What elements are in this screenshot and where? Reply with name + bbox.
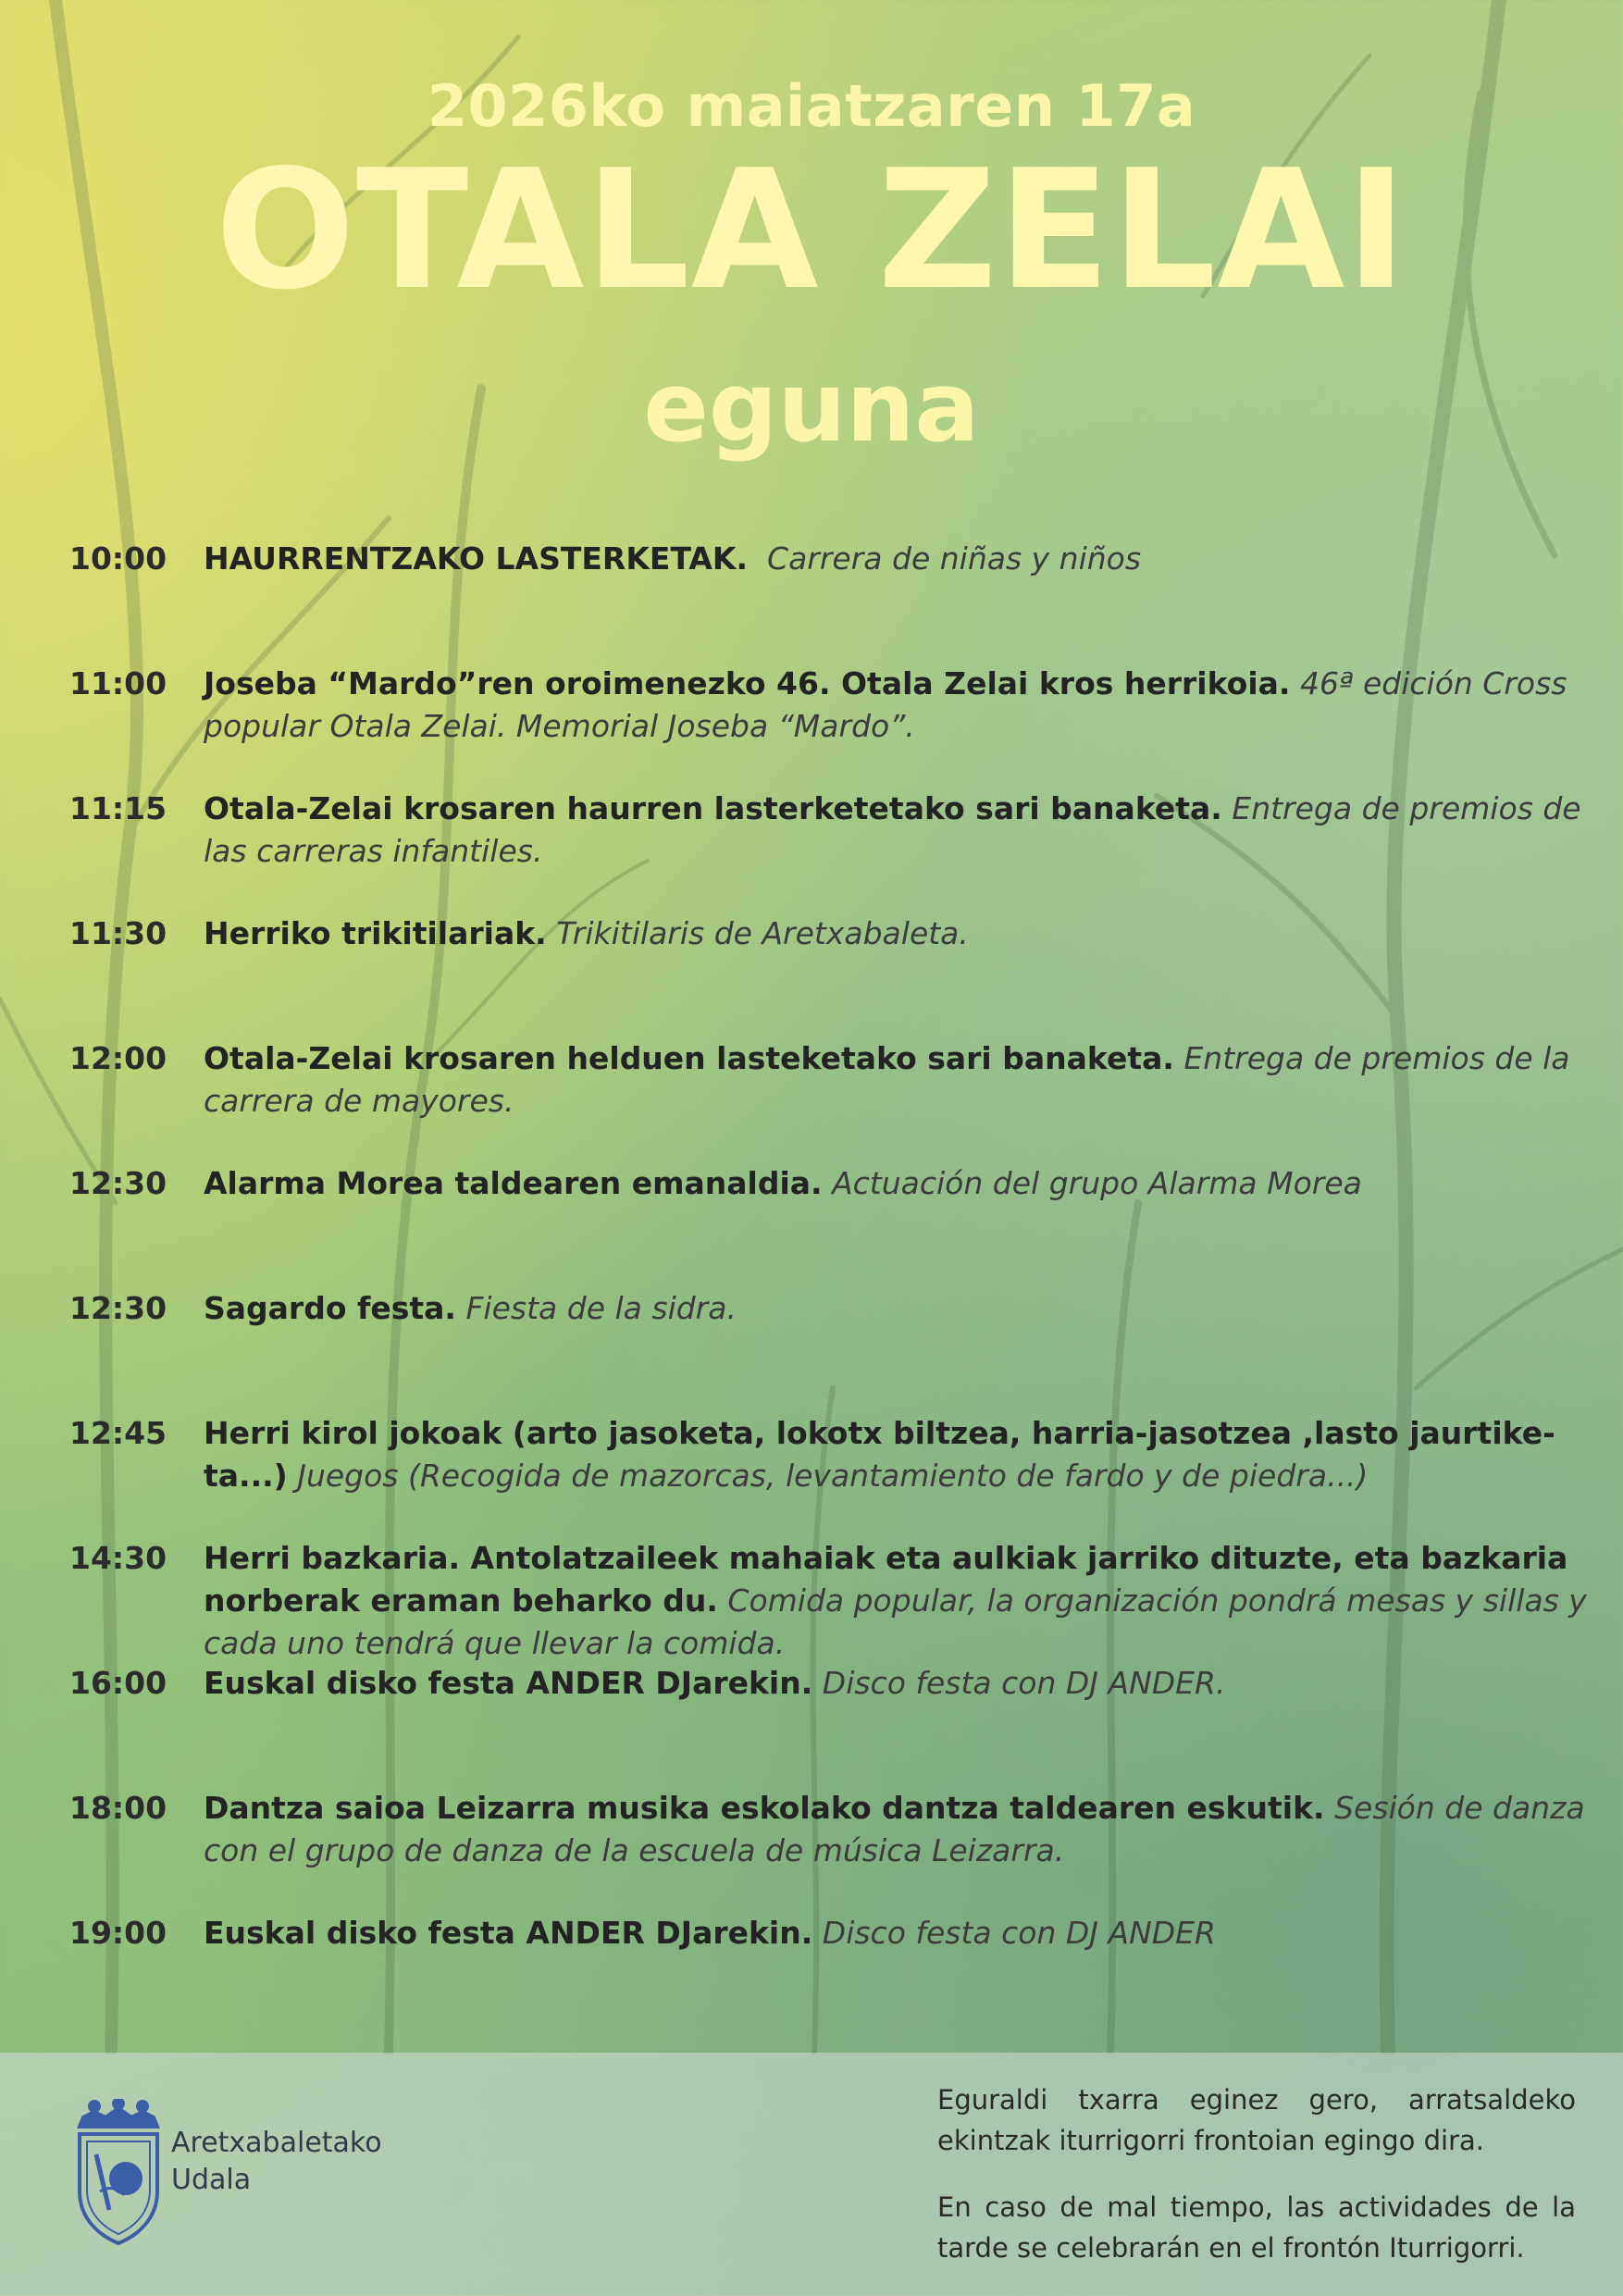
schedule-time: 10:00 — [69, 540, 167, 577]
schedule-title-eu: Otala-Zelai krosaren helduen lasteketako sari banaketa. — [204, 1040, 1174, 1076]
schedule-title-es: 46ª edición Cross popular Otala Zelai. Memorial Joseba “Mardo”. — [204, 665, 1567, 744]
schedule-time: 11:30 — [69, 915, 167, 951]
event-title: OTALA ZELAI — [215, 134, 1408, 326]
schedule-title-eu: Euskal disko festa ANDER DJarekin. — [204, 1915, 813, 1951]
schedule-time: 12:00 — [69, 1040, 167, 1076]
schedule-title-eu: Dantza saioa Leizarra musika eskolako dantza taldearen eskutik. — [204, 1790, 1325, 1826]
schedule-title-eu: Alarma Morea taldearen emanaldia. — [204, 1165, 823, 1201]
schedule-time: 12:30 — [69, 1165, 167, 1201]
schedule-title-es: Entrega de premios de la carrera de mayores. — [204, 1040, 1570, 1119]
schedule-time: 12:45 — [69, 1415, 167, 1451]
schedule-title-es: Trikitilaris de Aretxabaleta. — [556, 915, 969, 951]
schedule-time: 11:15 — [69, 790, 167, 826]
schedule-title-es: Actuación del grupo Alarma Morea — [832, 1165, 1362, 1201]
schedule-title-eu: Herri bazkaria. Antolatzaileek mahaiak eta aulkiak jarriko dituzte, eta bazkaria norberak eraman beharko du. — [204, 1540, 1568, 1619]
schedule-title-es: Disco festa con DJ ANDER — [822, 1915, 1216, 1951]
schedule-time: 18:00 — [69, 1790, 167, 1826]
schedule-time: 11:00 — [69, 665, 167, 701]
schedule-title-es: Entrega de premios de las carreras infantiles. — [204, 790, 1581, 869]
schedule-time: 12:30 — [69, 1290, 167, 1326]
weather-note-eu: Eguraldi txarra eginez gero, arratsaldeko ekintzak iturrigorri frontoian egingo dira. — [937, 2084, 1576, 2156]
schedule-time: 16:00 — [69, 1665, 167, 1701]
schedule-title-eu: Sagardo festa. — [204, 1290, 456, 1326]
organization-name — [171, 2125, 382, 2199]
schedule-title-eu: HAURRENTZAKO LASTERKETAK. — [204, 540, 749, 577]
organization-line-1: Aretxabaletako — [171, 2127, 382, 2159]
schedule-title-es: Juegos (Recogida de mazorcas, levantamiento de fardo y de piedra...) — [297, 1458, 1369, 1494]
schedule-title-eu: Euskal disko festa ANDER DJarekin. — [204, 1665, 813, 1701]
organization-line-2: Udala — [171, 2164, 252, 2196]
event-subtitle: eguna — [643, 351, 980, 464]
coat-of-arms-icon — [72, 2099, 165, 2247]
schedule-title-es: Carrera de niñas y niños — [767, 540, 1142, 577]
schedule-title-es: Comida popular, la organización pondrá mesas y sillas y cada uno tendrá que llevar la comida. — [204, 1582, 1587, 1661]
schedule-title-es: Fiesta de la sidra. — [465, 1290, 737, 1326]
schedule-time: 14:30 — [69, 1540, 167, 1576]
schedule-title-es: Sesión de danza con el grupo de danza de la escuela de música Leizarra. — [204, 1790, 1585, 1868]
schedule-title-eu: Herri kirol jokoak (arto jasoketa, lokotx biltzea, harria-jasotzea ,lasto jaurtike-ta...) — [204, 1415, 1555, 1494]
schedule-time: 19:00 — [69, 1915, 167, 1951]
schedule-title-eu: Otala-Zelai krosaren haurren lasterketetako sari banaketa. — [204, 790, 1222, 826]
event-date: 2026ko maiatzaren 17a — [427, 72, 1196, 140]
schedule-title-es: Disco festa con DJ ANDER. — [822, 1665, 1226, 1701]
weather-note-es: En caso de mal tiempo, las actividades de la tarde se celebrarán en el frontón Iturrigorri. — [937, 2191, 1576, 2264]
schedule-title-eu: Herriko trikitilariak. — [204, 915, 547, 951]
schedule-title-eu: Joseba “Mardo”ren oroimenezko 46. Otala Zelai kros herrikoia. — [204, 665, 1291, 701]
